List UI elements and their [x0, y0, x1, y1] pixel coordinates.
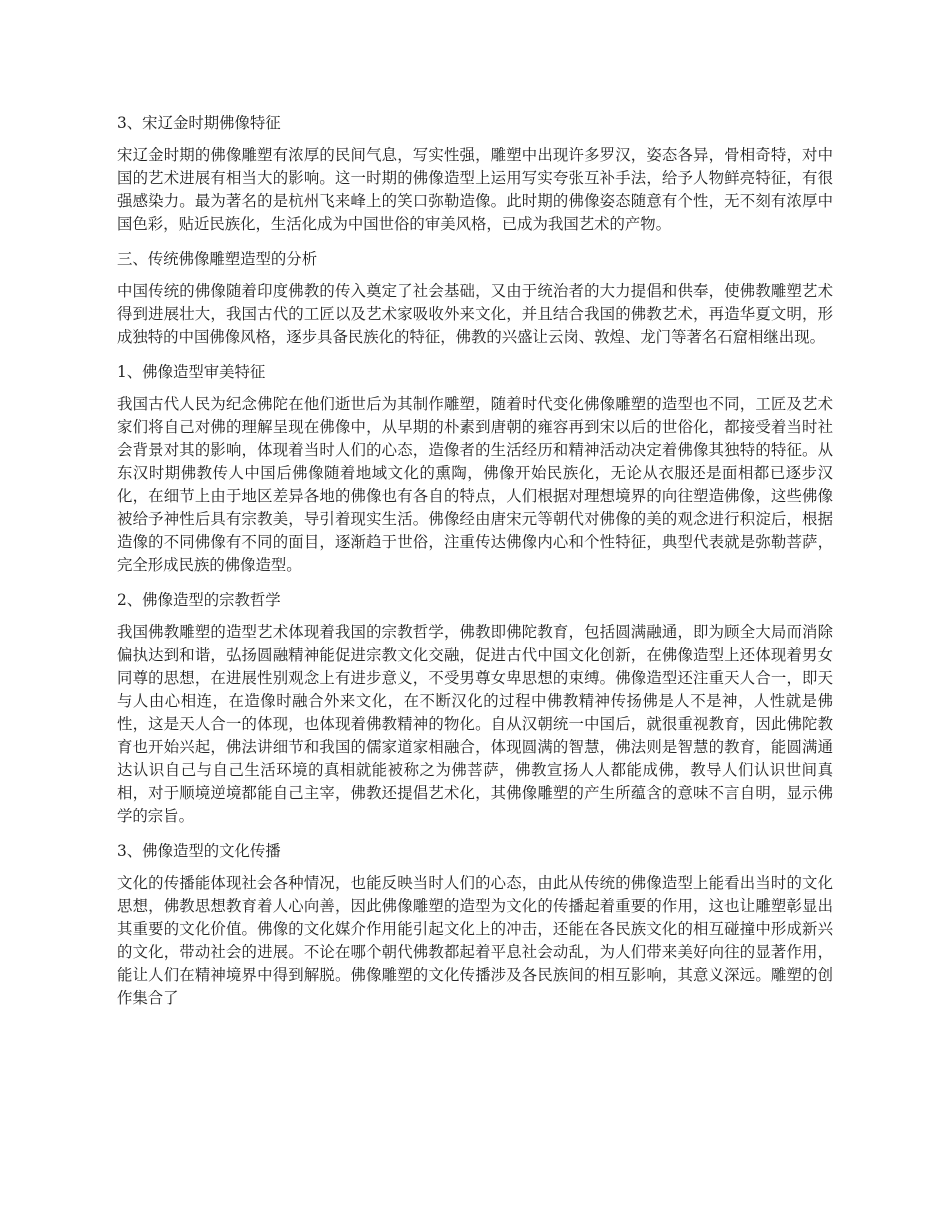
subsection-heading-philosophy: 2、佛像造型的宗教哲学 — [117, 591, 281, 609]
paragraph-aesthetic: 我国古代人民为纪念佛陀在他们逝世后为其制作雕塑，随着时代变化佛像雕塑的造型也不同，工匠及艺术家们将自己对佛的理解呈现在佛像中，从早期的朴素到唐朝的雍容再到宋以后的世俗化，都接受着当时社会背景对其的影响，体现着当时人们的心态，造像者的生活经历和精神活动决定着佛像其独特的特征。从东汉时期佛教传人中国后佛像随着地域文化的熏陶，佛像开始民族化，无论从衣服还是面相都已逐步汉化，在细节上由于地区差异各地的佛像也有各自的特点，人们根据对理想境界的向往塑造佛像，这些佛像被给予神性后具有宗教美，导引着现实生活。佛像经由唐宋元等朝代对佛像的美的观念进行积淀后，根据造像的不同佛像有不同的面目，逐渐趋于世俗，注重传达佛像内心和个性特征，典型代表就是弥勒菩萨，完全形成民族的佛像造型。 — [117, 395, 833, 574]
paragraph-song-liao-jin: 宋辽金时期的佛像雕塑有浓厚的民间气息，写实性强，雕塑中出现许多罗汉，姿态各异，骨相奇特，对中国的艺术进展有相当大的影响。这一时期的佛像造型上运用写实夸张互补手法，给予人物鲜亮特征，有很强感染力。最为著名的是杭州飞来峰上的笑口弥勒造像。此时期的佛像姿态随意有个性，无不刻有浓厚中国色彩，贴近民族化，生活化成为中国世俗的审美风格，已成为我国艺术的产物。 — [117, 146, 833, 233]
paragraph-culture: 文化的传播能体现社会各种情况，也能反映当时人们的心态，由此从传统的佛像造型上能看出当时的文化思想，佛教思想教育着人心向善，因此佛像雕塑的造型为文化的传播起着重要的作用，这也让雕塑彰显出其重要的文化价值。佛像的文化媒介作用能引起文化上的冲击，还能在各民族文化的相互碰撞中形成新兴的文化，带动社会的进展。不论在哪个朝代佛教都起着平息社会动乱，为人们带来美好向往的显著作用，能让人们在精神境界中得到解脱。佛像雕塑的文化传播涉及各民族间的相互影响，其意义深远。雕塑的创作集合了 — [117, 874, 833, 1007]
section-heading-song-liao-jin: 3、宋辽金时期佛像特征 — [117, 114, 281, 132]
paragraph-part-three-intro: 中国传统的佛像随着印度佛教的传入奠定了社会基础，又由于统治者的大力提倡和供奉，使佛教雕塑艺术得到进展壮大，我国古代的工匠以及艺术家吸收外来文化，并且结合我国的佛教艺术，再造华夏文明，形成独特的中国佛像风格，逐步具备民族化的特征，佛教的兴盛让云岗、敦煌、龙门等著名石窟相继出现。 — [117, 282, 833, 346]
document-page — [117, 112, 833, 1022]
subsection-heading-culture: 3、佛像造型的文化传播 — [117, 842, 281, 860]
section-heading-part-three: 三、传统佛像雕塑造型的分析 — [117, 250, 318, 268]
paragraph-philosophy: 我国佛教雕塑的造型艺术体现着我国的宗教哲学，佛教即佛陀教育，包括圆满融通，即为顾全大局而消除偏执达到和谐，弘扬圆融精神能促进宗教文化交融，促进古代中国文化创新，在佛像造型上还体现着男女同尊的思想，在进展性别观念上有进步意义，不受男尊女卑思想的束缚。佛像造型还注重天人合一，即天与人由心相连，在造像时融合外来文化，在不断汉化的过程中佛教精神传扬佛是人不是神，人性就是佛性，这是天人合一的体现，也体现着佛教精神的物化。自从汉朝统一中国后，就很重视教育，因此佛陀教育也开始兴起，佛法讲细节和我国的儒家道家相融合，体现圆满的智慧，佛法则是智慧的教育，能圆满通达认识自己与自己生活环境的真相就能被称之为佛菩萨，佛教宣扬人人都能成佛，教导人们认识世间真相，对于顺境逆境都能自己主宰，佛教还提倡艺术化，其佛像雕塑的产生所蕴含的意味不言自明，显示佛学的宗旨。 — [117, 623, 833, 825]
subsection-heading-aesthetic: 1、佛像造型审美特征 — [117, 363, 266, 381]
